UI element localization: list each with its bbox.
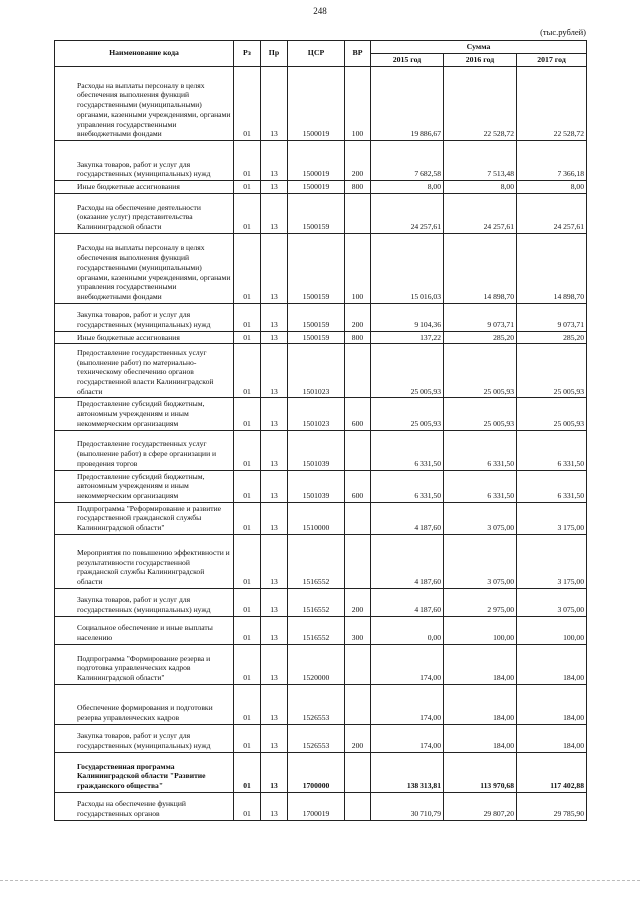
row-pr: 13	[261, 303, 288, 331]
row-name	[55, 752, 234, 792]
row-vr: 300	[345, 616, 371, 644]
row-amount-2017: 9 073,71	[517, 303, 587, 331]
table-row	[55, 534, 587, 588]
row-amount-2016: 7 513,48	[444, 140, 517, 180]
row-amount-2015: 30 710,79	[371, 792, 444, 820]
row-name	[55, 66, 234, 140]
table-row	[55, 398, 587, 430]
row-csr: 1526553	[288, 724, 345, 752]
row-vr: 800	[345, 331, 371, 344]
table-row	[55, 140, 587, 180]
row-csr: 1516552	[288, 534, 345, 588]
row-csr: 1500019	[288, 140, 345, 180]
row-rz: 01	[234, 233, 261, 303]
row-name	[55, 193, 234, 233]
header-year-2017: 2017 год	[517, 53, 587, 66]
header-vr: ВР	[345, 41, 371, 67]
bottom-margin-line	[0, 880, 640, 881]
row-amount-2016: 6 331,50	[444, 430, 517, 470]
row-rz: 01	[234, 140, 261, 180]
row-vr: 100	[345, 66, 371, 140]
row-amount-2015: 174,00	[371, 644, 444, 684]
row-rz: 01	[234, 724, 261, 752]
row-name	[55, 331, 234, 344]
row-amount-2016: 9 073,71	[444, 303, 517, 331]
row-vr	[345, 684, 371, 724]
row-vr: 800	[345, 180, 371, 193]
row-rz: 01	[234, 66, 261, 140]
row-name	[55, 430, 234, 470]
header-csr: ЦСР	[288, 41, 345, 67]
row-pr: 13	[261, 724, 288, 752]
row-name	[55, 140, 234, 180]
row-name-text: Закупка товаров, работ и услуг для государственных (муниципальных) нужд	[77, 731, 211, 751]
row-name-text: Обеспечение формирования и подготовки резерва управленческих кадров	[77, 703, 213, 723]
row-name-text: Социальное обеспечение и иные выплаты населению	[77, 623, 213, 643]
row-amount-2017: 100,00	[517, 616, 587, 644]
row-amount-2015: 24 257,61	[371, 193, 444, 233]
table-body	[55, 66, 587, 820]
row-amount-2015: 6 331,50	[371, 430, 444, 470]
row-name-text: Подпрограмма "Реформирование и развитие государственной гражданской службы Калининградской области"	[77, 503, 222, 533]
row-name	[55, 303, 234, 331]
row-pr: 13	[261, 398, 288, 430]
row-pr: 13	[261, 66, 288, 140]
row-csr: 1526553	[288, 684, 345, 724]
row-csr: 1500019	[288, 66, 345, 140]
units-label: (тыс.рублей)	[540, 27, 586, 37]
row-amount-2017: 22 528,72	[517, 66, 587, 140]
row-amount-2016: 3 075,00	[444, 534, 517, 588]
row-vr	[345, 534, 371, 588]
row-amount-2017: 24 257,61	[517, 193, 587, 233]
row-name-text: Предоставление государственных услуг (выполнение работ) по материально-техническому обеспечению органов государственной власти Калининградской области	[77, 347, 214, 396]
row-pr: 13	[261, 792, 288, 820]
row-name-text: Расходы на выплаты персоналу в целях обеспечения выполнения функций государственными (муниципальными) органами, казенными учреждениями, органами управления государственными внебюджетными фондами	[77, 243, 231, 301]
row-vr: 200	[345, 140, 371, 180]
row-amount-2016: 8,00	[444, 180, 517, 193]
table-row	[55, 588, 587, 616]
row-name-text: Расходы на обеспечение функций государственных органов	[77, 799, 186, 819]
row-pr: 13	[261, 180, 288, 193]
table-row	[55, 684, 587, 724]
row-csr: 1501039	[288, 470, 345, 502]
row-name	[55, 588, 234, 616]
row-amount-2017: 285,20	[517, 331, 587, 344]
row-name	[55, 792, 234, 820]
row-vr: 200	[345, 303, 371, 331]
row-vr	[345, 344, 371, 398]
row-amount-2015: 6 331,50	[371, 470, 444, 502]
row-name	[55, 684, 234, 724]
row-amount-2016: 184,00	[444, 644, 517, 684]
table-row	[55, 180, 587, 193]
row-amount-2016: 184,00	[444, 684, 517, 724]
table-row	[55, 616, 587, 644]
row-csr: 1500159	[288, 303, 345, 331]
row-vr	[345, 792, 371, 820]
row-amount-2016: 25 005,93	[444, 398, 517, 430]
row-vr: 600	[345, 470, 371, 502]
row-csr: 1501023	[288, 398, 345, 430]
row-rz: 01	[234, 534, 261, 588]
row-rz: 01	[234, 502, 261, 534]
row-amount-2016: 113 970,68	[444, 752, 517, 792]
row-amount-2015: 4 187,60	[371, 502, 444, 534]
table-row	[55, 644, 587, 684]
row-name	[55, 470, 234, 502]
row-vr	[345, 502, 371, 534]
header-rz: Рз	[234, 41, 261, 67]
row-rz: 01	[234, 684, 261, 724]
row-amount-2017: 3 175,00	[517, 534, 587, 588]
row-name-text: Расходы на обеспечение деятельности (оказание услуг) представительства Калининградской области	[77, 202, 201, 231]
page-number: 248	[313, 6, 327, 16]
row-rz: 01	[234, 430, 261, 470]
row-name	[55, 502, 234, 534]
header-pr: Пр	[261, 41, 288, 67]
header-year-2015: 2015 год	[371, 53, 444, 66]
row-rz: 01	[234, 344, 261, 398]
row-amount-2017: 6 331,50	[517, 470, 587, 502]
table-row	[55, 752, 587, 792]
row-csr: 1520000	[288, 644, 345, 684]
header-name: Наименование кода	[55, 41, 234, 67]
row-amount-2015: 7 682,58	[371, 140, 444, 180]
row-rz: 01	[234, 398, 261, 430]
row-amount-2015: 25 005,93	[371, 344, 444, 398]
row-name	[55, 233, 234, 303]
row-amount-2017: 7 366,18	[517, 140, 587, 180]
row-amount-2015: 19 886,67	[371, 66, 444, 140]
row-amount-2016: 25 005,93	[444, 344, 517, 398]
row-amount-2015: 137,22	[371, 331, 444, 344]
row-csr: 1500159	[288, 331, 345, 344]
row-pr: 13	[261, 430, 288, 470]
row-amount-2015: 25 005,93	[371, 398, 444, 430]
table-row	[55, 792, 587, 820]
row-pr: 13	[261, 193, 288, 233]
row-amount-2017: 14 898,70	[517, 233, 587, 303]
row-amount-2017: 3 175,00	[517, 502, 587, 534]
row-csr: 1500159	[288, 233, 345, 303]
row-amount-2015: 8,00	[371, 180, 444, 193]
row-amount-2015: 0,00	[371, 616, 444, 644]
row-amount-2016: 285,20	[444, 331, 517, 344]
row-vr: 600	[345, 398, 371, 430]
row-amount-2015: 4 187,60	[371, 588, 444, 616]
row-amount-2016: 2 975,00	[444, 588, 517, 616]
table-row	[55, 724, 587, 752]
row-amount-2015: 174,00	[371, 684, 444, 724]
row-amount-2016: 14 898,70	[444, 233, 517, 303]
row-rz: 01	[234, 792, 261, 820]
table-row	[55, 344, 587, 398]
row-amount-2016: 22 528,72	[444, 66, 517, 140]
row-csr: 1501023	[288, 344, 345, 398]
table-row	[55, 331, 587, 344]
row-amount-2015: 4 187,60	[371, 534, 444, 588]
row-rz: 01	[234, 616, 261, 644]
row-vr	[345, 193, 371, 233]
row-name-text: Закупка товаров, работ и услуг для государственных (муниципальных) нужд	[77, 595, 211, 615]
row-vr	[345, 752, 371, 792]
row-amount-2017: 184,00	[517, 724, 587, 752]
row-pr: 13	[261, 233, 288, 303]
table-row	[55, 193, 587, 233]
row-pr: 13	[261, 331, 288, 344]
row-pr: 13	[261, 344, 288, 398]
row-amount-2017: 3 075,00	[517, 588, 587, 616]
row-rz: 01	[234, 588, 261, 616]
row-name	[55, 344, 234, 398]
row-amount-2015: 9 104,36	[371, 303, 444, 331]
table-row	[55, 66, 587, 140]
row-pr: 13	[261, 534, 288, 588]
row-name-text: Государственная программа Калининградской области "Развитие гражданского общества"	[77, 761, 206, 791]
row-pr: 13	[261, 752, 288, 792]
row-name-text: Предоставление государственных услуг (выполнение работ) в сфере организации и проведения торгов	[77, 439, 217, 468]
row-pr: 13	[261, 684, 288, 724]
row-name-text: Расходы на выплаты персоналу в целях обеспечения выполнения функций государственными (муниципальными) органами, казенными учреждениями, органами управления государственными внебюджетными фондами	[77, 80, 231, 139]
table-row	[55, 303, 587, 331]
budget-table	[54, 40, 587, 821]
table-header	[55, 41, 587, 67]
row-name-text: Иные бюджетные ассигнования	[77, 181, 180, 191]
row-name-text: Подпрограмма "Формирование резерва и подготовка управленческих кадров Калининградской области"	[77, 653, 211, 683]
row-amount-2016: 184,00	[444, 724, 517, 752]
row-csr: 1516552	[288, 616, 345, 644]
row-amount-2016: 29 807,20	[444, 792, 517, 820]
row-rz: 01	[234, 180, 261, 193]
row-vr: 200	[345, 588, 371, 616]
row-name	[55, 180, 234, 193]
row-name-text: Закупка товаров, работ и услуг для государственных (муниципальных) нужд	[77, 310, 211, 329]
row-amount-2016: 3 075,00	[444, 502, 517, 534]
row-pr: 13	[261, 616, 288, 644]
row-rz: 01	[234, 470, 261, 502]
row-csr: 1700019	[288, 792, 345, 820]
row-amount-2015: 138 313,81	[371, 752, 444, 792]
row-name-text: Закупка товаров, работ и услуг для государственных (муниципальных) нужд	[77, 159, 211, 179]
row-amount-2015: 15 016,03	[371, 233, 444, 303]
row-rz: 01	[234, 193, 261, 233]
row-amount-2015: 174,00	[371, 724, 444, 752]
row-pr: 13	[261, 588, 288, 616]
row-amount-2017: 8,00	[517, 180, 587, 193]
row-vr	[345, 430, 371, 470]
row-name-text: Предоставление субсидий бюджетным, автономным учреждениям и иным некоммерческим организациям	[77, 399, 205, 428]
row-amount-2017: 25 005,93	[517, 344, 587, 398]
row-rz: 01	[234, 331, 261, 344]
table-row	[55, 502, 587, 534]
table-row	[55, 233, 587, 303]
row-csr: 1500159	[288, 193, 345, 233]
header-sum: Сумма	[371, 41, 587, 54]
row-amount-2017: 184,00	[517, 684, 587, 724]
row-csr: 1516552	[288, 588, 345, 616]
row-pr: 13	[261, 140, 288, 180]
row-vr: 100	[345, 233, 371, 303]
row-csr: 1500019	[288, 180, 345, 193]
row-amount-2016: 100,00	[444, 616, 517, 644]
table-row	[55, 470, 587, 502]
header-year-2016: 2016 год	[444, 53, 517, 66]
row-amount-2017: 184,00	[517, 644, 587, 684]
row-amount-2016: 24 257,61	[444, 193, 517, 233]
row-amount-2017: 6 331,50	[517, 430, 587, 470]
row-name	[55, 644, 234, 684]
table-row	[55, 430, 587, 470]
row-amount-2016: 6 331,50	[444, 470, 517, 502]
row-vr	[345, 644, 371, 684]
row-vr: 200	[345, 724, 371, 752]
row-amount-2017: 29 785,90	[517, 792, 587, 820]
row-csr: 1700000	[288, 752, 345, 792]
row-name-text: Иные бюджетные ассигнования	[77, 332, 180, 342]
row-name	[55, 724, 234, 752]
row-pr: 13	[261, 502, 288, 534]
row-rz: 01	[234, 752, 261, 792]
row-name-text: Мероприятия по повышению эффективности и результативности государственной гражданской службы Калининградской области	[77, 547, 230, 587]
row-csr: 1510000	[288, 502, 345, 534]
row-name	[55, 398, 234, 430]
row-name	[55, 534, 234, 588]
row-rz: 01	[234, 303, 261, 331]
row-pr: 13	[261, 644, 288, 684]
row-amount-2017: 25 005,93	[517, 398, 587, 430]
row-name	[55, 616, 234, 644]
row-pr: 13	[261, 470, 288, 502]
row-rz: 01	[234, 644, 261, 684]
row-csr: 1501039	[288, 430, 345, 470]
row-amount-2017: 117 402,88	[517, 752, 587, 792]
row-name-text: Предоставление субсидий бюджетным, автономным учреждениям и иным некоммерческим организациям	[77, 471, 205, 500]
